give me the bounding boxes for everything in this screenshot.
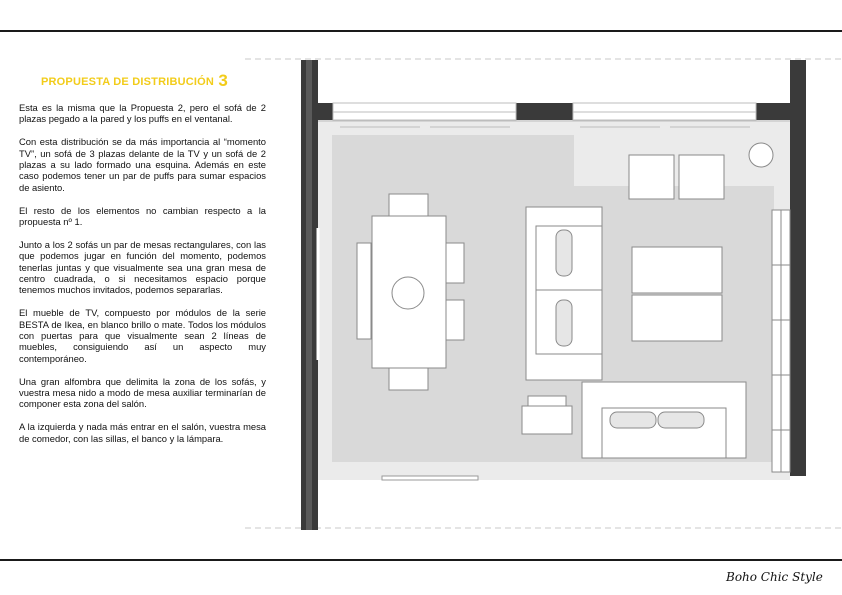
paragraph-6: Una gran alfombra que delimita la zona de los sofás, y vuestra mesa nido a modo de mesa auxiliar terminarían de componer esta zona del salón.: [19, 375, 266, 410]
dining-chair-top: [389, 194, 428, 216]
paragraph-4: Junto a los 2 sofás un par de mesas rectangulares, con las que podemos jugar en función del momento, podemos tenerlas juntas y que visualmente sea una gran mesa de centro cuadrada, o si necesitamos espacio porque tenemos muchos invitados, podemos separarlas.: [19, 238, 266, 296]
side-chair: [522, 396, 572, 434]
paragraph-2: Con esta distribución se da más importancia al “momento TV”, un sofá de 3 plazas delante de la TV y un sofá de 2 plazas a su lado formado una esquina. Además en este caso podemos tener un par de puffs para sumar espacios de asiento.: [19, 136, 266, 193]
dining-chair-bottom: [389, 368, 428, 390]
title-number: 3: [218, 71, 228, 90]
door: [382, 476, 478, 480]
sofa-2-seat: [526, 207, 602, 380]
floor-plan: [240, 55, 842, 545]
sofa-3-seat: [582, 382, 746, 458]
floor-lamp: [749, 143, 773, 167]
paragraph-3: El resto de los elementos no cambian respecto a la propuesta nº 1.: [19, 204, 266, 228]
dining-bench: [357, 243, 371, 339]
dining-lamp: [392, 277, 424, 309]
bottom-rule: [0, 559, 842, 561]
brand-signature: Boho Chic Style: [726, 570, 823, 584]
tv-unit: [772, 210, 790, 472]
puff-1: [629, 155, 674, 199]
paragraph-1: Esta es la misma que la Propuesta 2, pero el sofá de 2 plazas pegado a la pared y los puffs en el ventanal.: [19, 102, 266, 125]
paragraph-5: El mueble de TV, compuesto por módulos de la serie BESTA de Ikea, en blanco brillo o mate. Todos los módulos con puertas para que visualmente sean 2 líneas de muebles, consiguiendo así un aspecto muy contemporáneo.: [19, 307, 266, 364]
paragraph-7: A la izquierda y nada más entrar en el salón, vuestra mesa de comedor, con las sillas, el banco y la lámpara.: [19, 421, 266, 444]
description-text: [19, 102, 266, 455]
puff-2: [679, 155, 724, 199]
title-text: PROPUESTA DE DISTRIBUCIÓN: [41, 76, 215, 88]
top-rule: [0, 30, 842, 32]
wall-inner-band-left: [306, 60, 312, 530]
